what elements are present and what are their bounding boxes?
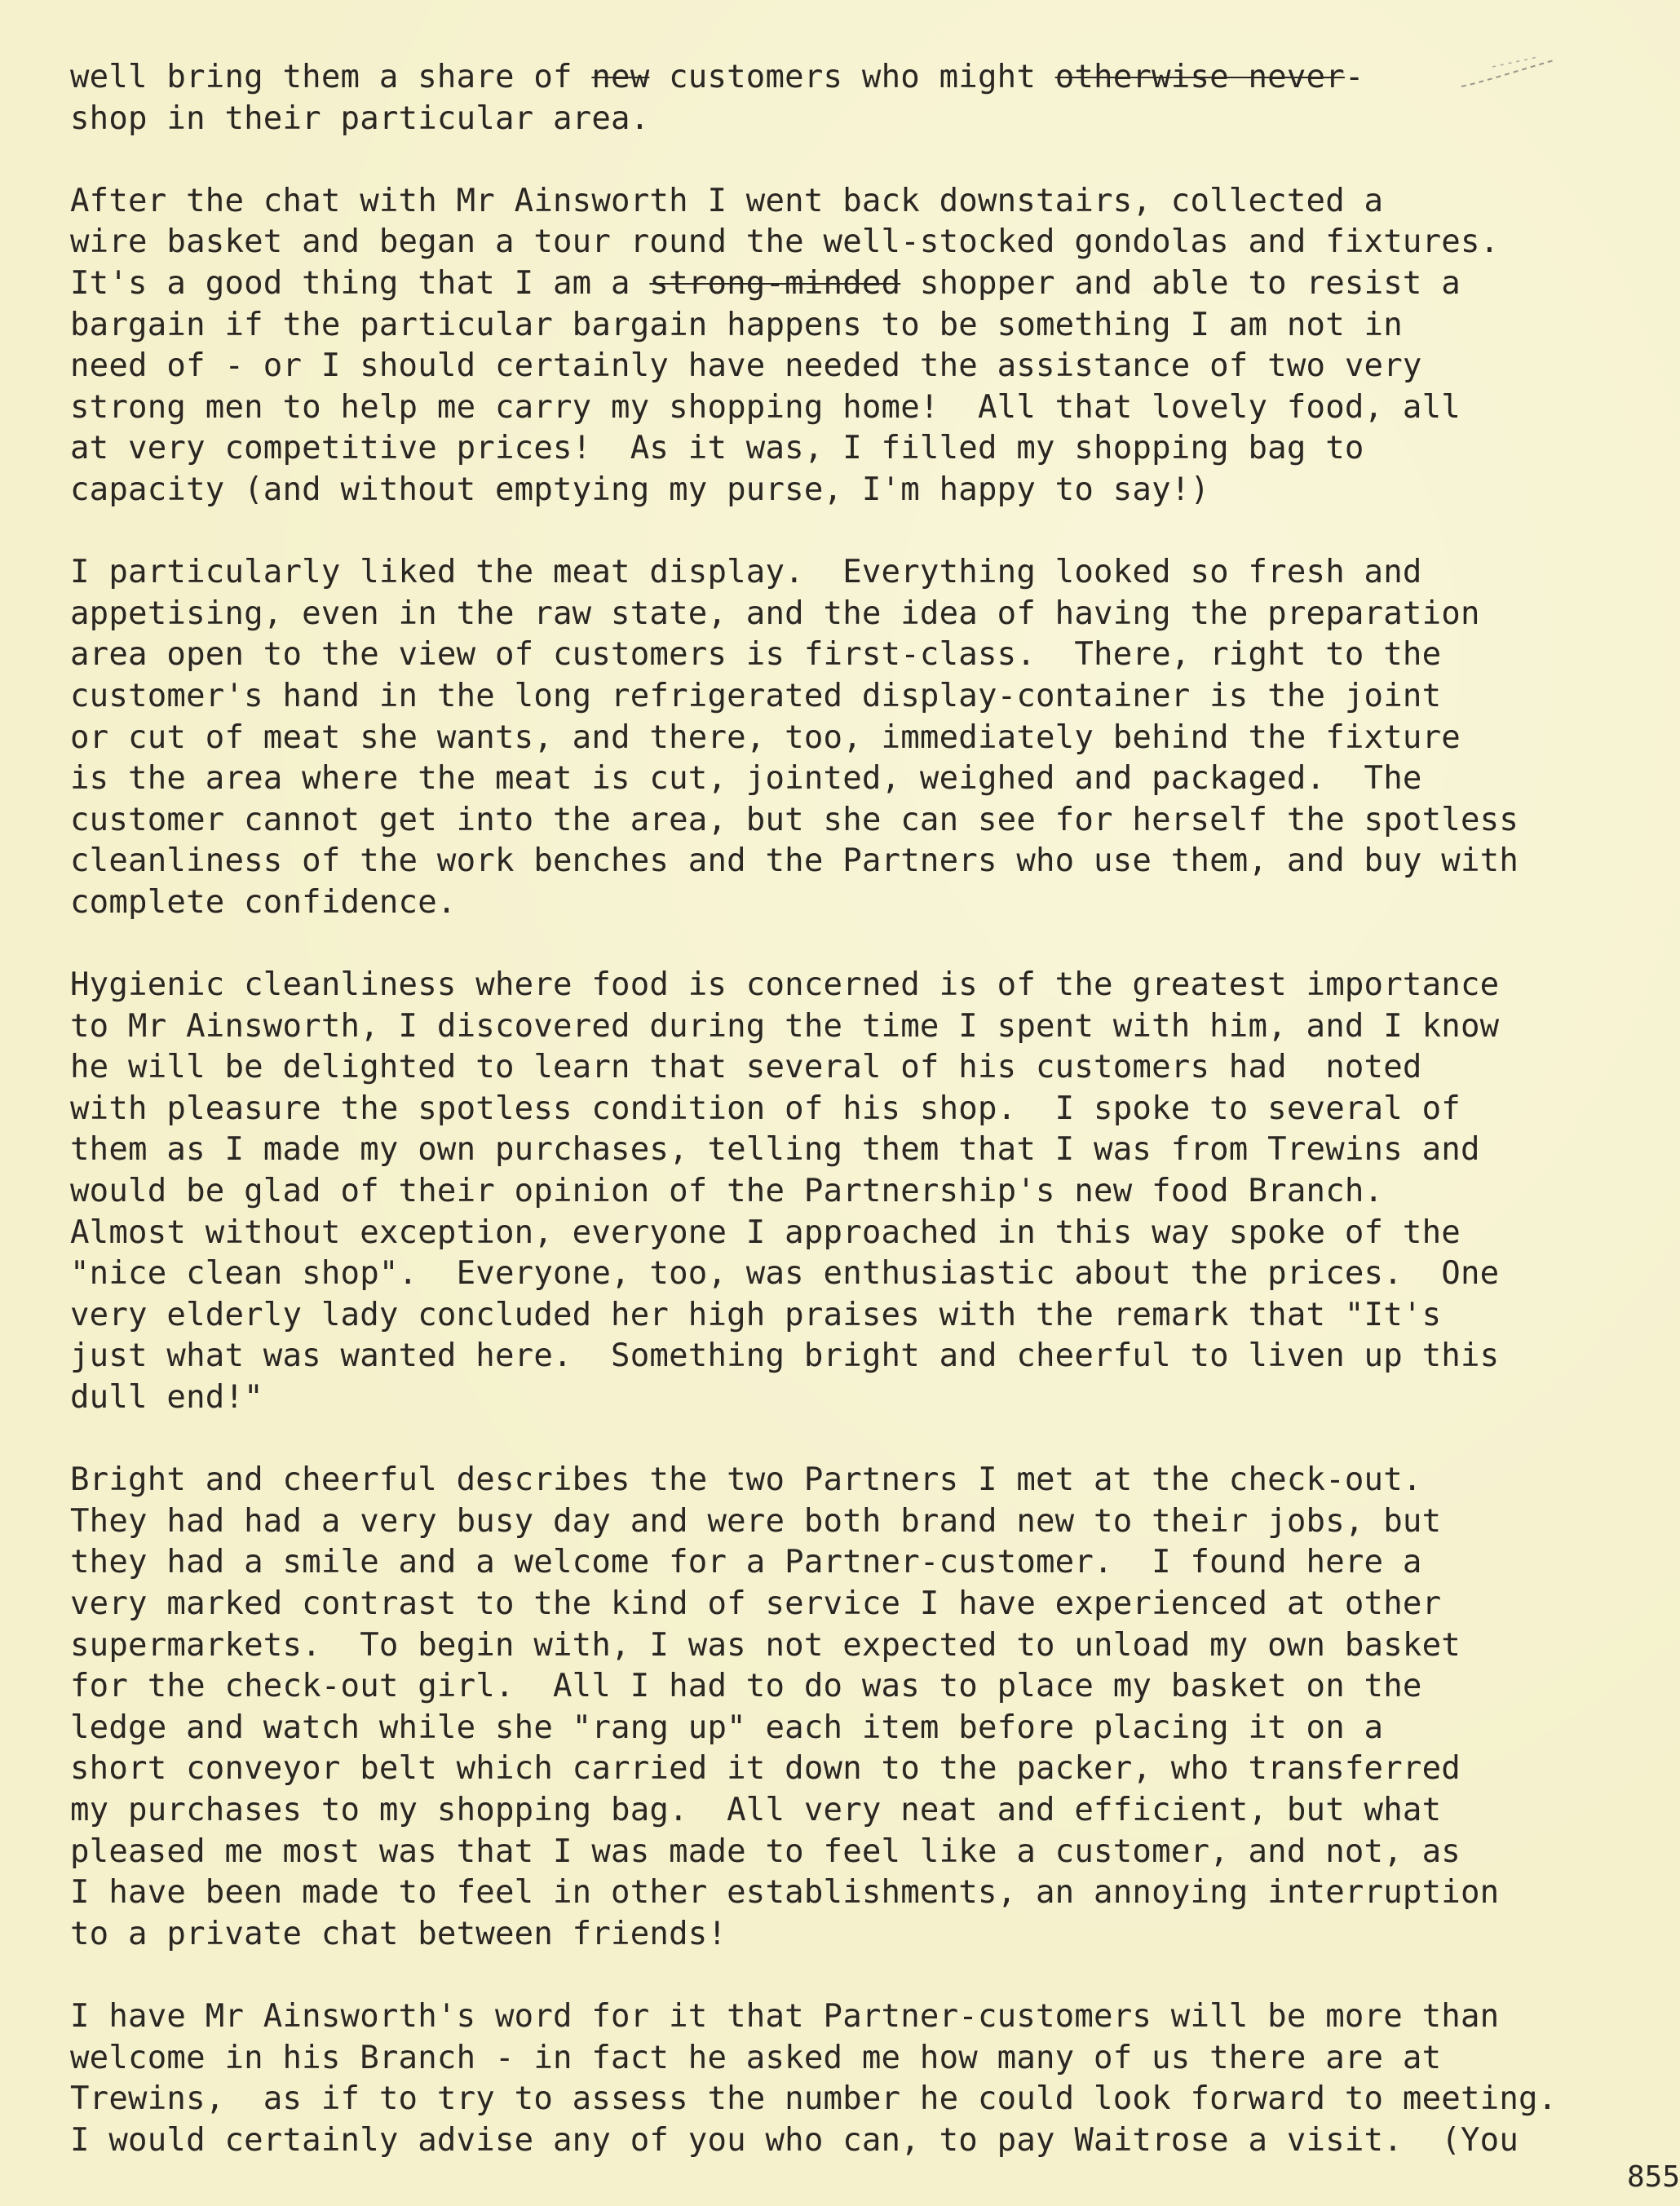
- text-line: [70, 1006, 1652, 1048]
- text-line: [70, 1047, 1652, 1089]
- text-segment: short conveyor belt which carried it down to the packer, who transferred: [70, 1750, 1461, 1788]
- text-segment: shopper and able to resist a: [900, 264, 1461, 302]
- text-segment: supermarkets. To begin with, I was not expected to unload my own basket: [70, 1626, 1461, 1664]
- page-number: 855: [1626, 2160, 1680, 2194]
- text-line: [70, 965, 1652, 1006]
- text-line: [70, 1625, 1652, 1667]
- text-segment: my purchases to my shopping bag. All very neat and efficient, but what: [70, 1791, 1442, 1828]
- text-line: [70, 1501, 1652, 1543]
- text-segment: for the check-out girl. All I had to do was to place my basket on the: [70, 1668, 1422, 1705]
- body-text: [70, 57, 1652, 2161]
- text-line: [70, 305, 1652, 347]
- text-segment: "nice clean shop". Everyone, too, was enthusiastic about the prices. One: [70, 1255, 1500, 1293]
- text-segment: at very competitive prices! As it was, I filled my shopping bag to: [70, 430, 1364, 467]
- text-segment: pleased me most was that I was made to feel like a customer, and not, as: [70, 1832, 1461, 1870]
- text-segment: It's a good thing that I am a: [70, 264, 650, 302]
- text-line: [70, 1872, 1652, 1914]
- text-segment: Trewins, as if to try to assess the number he could look forward to meeting.: [70, 2080, 1558, 2118]
- text-line: [70, 1542, 1652, 1584]
- text-segment: appetising, even in the raw state, and the idea of having the preparation: [70, 595, 1480, 632]
- text-segment: with pleasure the spotless condition of his shop. I spoke to several of: [70, 1090, 1461, 1127]
- paragraph: [70, 1460, 1652, 1955]
- text-segment: wire basket and began a tour round the well-stocked gondolas and fixtures.: [70, 223, 1500, 261]
- text-line: [70, 1708, 1652, 1749]
- text-segment: Almost without exception, everyone I approached in this way spoke of the: [70, 1214, 1461, 1251]
- text-line: [70, 1253, 1652, 1295]
- struck-text: otherwise never: [1054, 59, 1345, 95]
- text-segment: ledge and watch while she "rang up" each item before placing it on a: [70, 1709, 1384, 1746]
- text-line: [70, 1584, 1652, 1625]
- text-line: [70, 1914, 1652, 1956]
- text-segment: capacity (and without emptying my purse, I'm happy to say!): [70, 471, 1210, 508]
- text-segment: After the chat with Mr Ainsworth I went back downstairs, collected a: [70, 182, 1384, 219]
- text-segment: bargain if the particular bargain happens to be something I am not in: [70, 306, 1403, 343]
- text-line: [70, 57, 1652, 99]
- paragraph-gap: [70, 923, 1652, 965]
- text-segment: dull end!": [70, 1379, 263, 1416]
- text-line: [70, 1336, 1652, 1377]
- text-line: [70, 1089, 1652, 1130]
- text-segment: I have Mr Ainsworth's word for it that Partner-customers will be more than: [70, 1997, 1500, 2035]
- paragraph: [70, 965, 1652, 1419]
- text-segment: I have been made to feel in other establishments, an annoying interruption: [70, 1874, 1500, 1912]
- struck-text: new: [591, 59, 650, 95]
- text-line: [70, 1666, 1652, 1708]
- paragraph: [70, 57, 1652, 139]
- text-line: [70, 1460, 1652, 1501]
- paragraph: [70, 552, 1652, 923]
- paragraph-gap: [70, 511, 1652, 553]
- text-segment: They had had a very busy day and were both brand new to their jobs, but: [70, 1502, 1442, 1540]
- text-line: [70, 1996, 1652, 2038]
- text-segment: just what was wanted here. Something bright and cheerful to liven up this: [70, 1337, 1500, 1375]
- text-segment: customer cannot get into the area, but she can see for herself the spotless: [70, 801, 1519, 838]
- text-segment: shop in their particular area.: [70, 99, 650, 137]
- text-segment: to a private chat between friends!: [70, 1915, 727, 1952]
- text-segment: -: [1344, 59, 1364, 95]
- text-segment: need of - or I should certainly have needed the assistance of two very: [70, 347, 1422, 385]
- text-line: [70, 841, 1652, 882]
- text-line: [70, 1748, 1652, 1790]
- text-segment: area open to the view of customers is first-class. There, right to the: [70, 636, 1442, 674]
- paragraph: [70, 181, 1652, 511]
- text-line: [70, 676, 1652, 718]
- text-segment: strong men to help me carry my shopping home! All that lovely food, all: [70, 388, 1461, 426]
- text-line: [70, 387, 1652, 429]
- text-line: [70, 594, 1652, 635]
- text-line: [70, 1213, 1652, 1254]
- text-segment: Hygienic cleanliness where food is concerned is of the greatest importance: [70, 966, 1500, 1004]
- text-line: [70, 552, 1652, 594]
- text-line: [70, 718, 1652, 759]
- text-segment: very marked contrast to the kind of service I have experienced at other: [70, 1585, 1442, 1622]
- text-segment: I would certainly advise any of you who can, to pay Waitrose a visit. (You: [70, 2121, 1519, 2159]
- text-line: [70, 222, 1652, 263]
- text-segment: they had a smile and a welcome for a Partner-customer. I found here a: [70, 1544, 1422, 1581]
- text-segment: Bright and cheerful describes the two Partners I met at the check-out.: [70, 1461, 1422, 1499]
- text-line: [70, 99, 1652, 140]
- paragraph-gap: [70, 1955, 1652, 1996]
- text-line: [70, 2079, 1652, 2120]
- paragraph-gap: [70, 139, 1652, 181]
- text-line: [70, 2038, 1652, 2080]
- text-line: [70, 800, 1652, 842]
- paragraph: [70, 1996, 1652, 2161]
- text-line: [70, 1130, 1652, 1171]
- text-line: [70, 470, 1652, 511]
- text-line: [70, 263, 1652, 305]
- text-line: [70, 1377, 1652, 1419]
- text-line: [70, 882, 1652, 924]
- text-segment: very elderly lady concluded her high praises with the remark that "It's: [70, 1296, 1442, 1333]
- text-line: [70, 346, 1652, 387]
- text-segment: is the area where the meat is cut, jointed, weighed and packaged. The: [70, 760, 1422, 798]
- text-segment: he will be delighted to learn that several of his customers had noted: [70, 1049, 1422, 1086]
- text-segment: customer's hand in the long refrigerated display-container is the joint: [70, 677, 1442, 714]
- text-line: [70, 2120, 1652, 2162]
- text-segment: cleanliness of the work benches and the Partners who use them, and buy with: [70, 842, 1519, 880]
- text-line: [70, 181, 1652, 223]
- text-line: [70, 1295, 1652, 1337]
- text-line: [70, 1832, 1652, 1873]
- text-segment: would be glad of their opinion of the Partnership's new food Branch.: [70, 1173, 1384, 1210]
- text-segment: or cut of meat she wants, and there, too, immediately behind the fixture: [70, 718, 1461, 756]
- text-line: [70, 758, 1652, 800]
- text-line: [70, 428, 1652, 470]
- paragraph-gap: [70, 1419, 1652, 1461]
- text-segment: welcome in his Branch - in fact he asked me how many of us there are at: [70, 2039, 1442, 2076]
- text-line: [70, 634, 1652, 676]
- text-line: [70, 1171, 1652, 1213]
- text-segment: to Mr Ainsworth, I discovered during the time I spent with him, and I know: [70, 1007, 1500, 1045]
- struck-text: strong-minded: [649, 264, 901, 302]
- text-line: [70, 1790, 1652, 1832]
- text-segment: customers who might: [649, 59, 1055, 95]
- text-segment: them as I made my own purchases, telling them that I was from Trewins and: [70, 1131, 1480, 1169]
- text-segment: complete confidence.: [70, 883, 457, 921]
- text-segment: well bring them a share of: [70, 59, 592, 95]
- text-segment: I particularly liked the meat display. Everything looked so fresh and: [70, 554, 1422, 591]
